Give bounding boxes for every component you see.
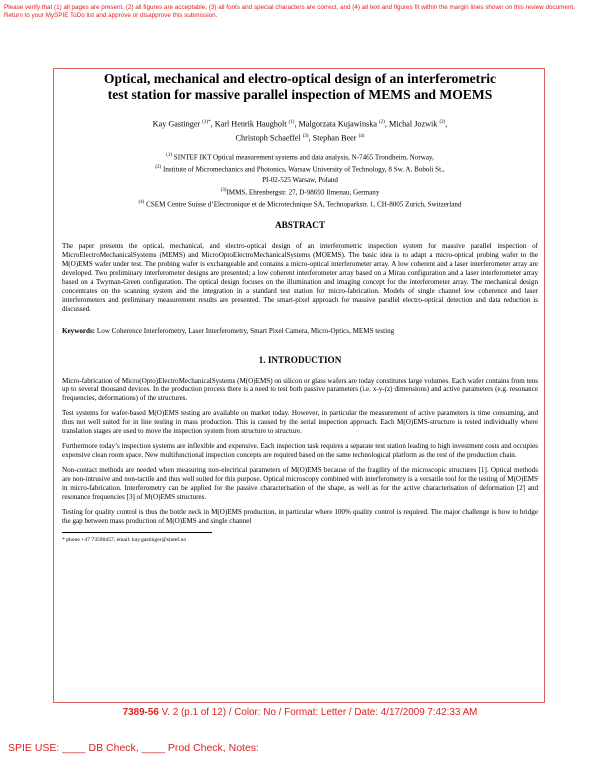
spie-use-line: SPIE USE: ____ DB Check, ____ Prod Check, Notes:	[8, 742, 259, 754]
affiliation-2: $^{(2)}$ Institute of Micromechanics and Photonics, Warsaw University of Technology, 8 Sw. A. Boboli St.,	[155, 165, 445, 174]
author-affiliation-mark: (2)	[439, 120, 446, 125]
submission-info-line	[0, 707, 600, 718]
submission-details: V. 2 (p.1 of 12) / Color: No / Format: Letter / Date: 4/17/2009 7:42:33 AM	[158, 707, 478, 718]
review-notice: Please verify that (1) all pages are present, (2) all figures are acceptable, (3) all fonts and special characters are correct, and (4) all text and figures fit within the margin lines shown on this review document. Return to your MySPIE ToDo list and approve or disapprove this submission.	[4, 4, 575, 19]
author-name: Malgorzata Kujawinska	[298, 119, 380, 129]
keywords-text: Low Coherence Interferometry, Laser Interferometry, Smart Pixel Camera, Micro-Optics, MEMS testing	[95, 326, 395, 335]
author-separator: ,	[384, 119, 389, 129]
author-line-2	[62, 131, 538, 145]
intro-paragraph: Testing for quality control is thus the bottle neck in M(O)EMS production, in particular where 100% quality control is required. The major challenge is how to bridge the gap between mass production of M(O)EMS and single channel	[62, 507, 538, 525]
paper-title	[62, 71, 538, 103]
author-name: Michal Jozwik	[388, 119, 440, 129]
author-separator: ,	[294, 119, 299, 129]
author-separator: ,	[445, 119, 448, 129]
author-name: Kay Gastinger	[152, 119, 203, 129]
affiliation-2-cont: PI-02-525 Warsaw, Poland	[262, 176, 338, 185]
abstract-heading: ABSTRACT	[274, 219, 326, 230]
author-separator: ,	[210, 119, 215, 129]
author-name: Karl Henrik Haugholt	[214, 119, 289, 129]
author-list	[62, 117, 538, 144]
paper-number: 7389-56	[122, 707, 159, 718]
affiliations	[62, 151, 538, 209]
keywords-label: Keywords:	[62, 326, 96, 335]
intro-paragraph: Micro-fabrication of Micro(Opto)ElectroMechanicalSystems (M(O)EMS) on silicon or glass wafers are today constitutes large volumes. Each wafer contains from tens up to several thousand devices. In the production process there is a need to test both passive parameters (i.e. x-y-(z) dimensions) and active parameters (e.g. resonance frequencies, deformations) of the structures.	[62, 376, 538, 403]
author-affiliation-mark: (3)	[302, 133, 309, 139]
intro-paragraph: Furthermore today’s inspection systems are inflexible and expensive. Each inspection task requires a separate test station leading to high investment costs and occupies expensive clean room space. New multifunctional inspection concepts are required based on the same technological platform as the rest of the production chain.	[62, 442, 538, 460]
intro-heading: 1. INTRODUCTION	[258, 354, 342, 365]
author-name: Christoph Schaeffel	[235, 133, 303, 143]
footnote-rule	[62, 532, 212, 533]
author-affiliation-mark: (2)	[379, 120, 385, 125]
abstract-text: The paper presents the optical, mechanical, and electro-optical design of an interferometric inspection system for massive parallel inspection of MicroElectroMechanicalSystems (MEMS) and MicroOptoElectroMechanicalSystems (MOEMS). The basic idea is to adapt a micro-optical probing wafer to the M(O)EMS wafer under test. The probing wafer is exchangeable and contains a micro-optical interferometer array. A low coherent and a laser interferometer array are developed. Two preliminary interferometer designs are presented; a low coherent interferometer array based on a Mirau configuration and a laser interferometer array based on a Twyman-Green configuration. The optical design focuses on the illumination and imaging concept for the interferometer array. The mechanical design concentrates on the scanning system and the integration in a standard test station for micro-fabrication. Models of single channel low coherence and laser interferometers and preliminary measurement results are presented. The smart-pixel approach for massive parallel electro-optical detection and data reduction is discussed.	[62, 241, 538, 313]
affiliation-1: $^{(1)}$ SINTEF IKT Optical measurement systems and data analysis, N-7465 Trondheim, Norway,	[166, 153, 434, 162]
paper-content	[62, 71, 538, 544]
author-affiliation-mark: (4)	[358, 133, 365, 139]
title-line-2: test station for massive parallel inspection of MEMS and MOEMS	[107, 87, 493, 102]
author-affiliation-mark: (1)*	[202, 120, 211, 125]
author-name: Stephan Beer	[312, 133, 359, 143]
affiliation-4: $^{(4)}$ CSEM Centre Suisse d’Electronique et de Microtechnique SA, Technoparkstr. 1, CH-8005 Zurich, Switzerland	[138, 199, 462, 209]
author-separator: ,	[308, 133, 313, 143]
author-affiliation-mark: (1)	[288, 120, 295, 125]
intro-body	[62, 377, 538, 526]
affiliation-3: $^{(3)}$IMMS, Ehrenbergstr. 27, D-98693 Ilmenau, Germany	[220, 187, 380, 197]
author-line-1	[62, 117, 538, 131]
title-line-1: Optical, mechanical and electro-optical design of an interferometric	[103, 71, 497, 86]
intro-paragraph: Test systems for wafer-based M(O)EMS testing are available on market today. However, in particular the measurement of active parameters is time consuming, and thus not well suited for in line testing in mass production. This is caused by the serial inspection approach. Each M(O)EMS-structure is tested individually where translation stages are used to move the inspection system from structure to structure.	[62, 409, 538, 436]
keywords	[62, 327, 538, 336]
intro-paragraph: Non-contact methods are needed when measuring non-electrical parameters of M(O)EMS because of the fragility of the microscopic structures [1]. Optical methods are non-intrusive and non-tactile and thus well suited for this purpose. Optical microscopy combined with interferometry is a versatile tool for the testing of M(O)EMS in micro-fabrication. Interferometry can be applied for the passive characterisation of the shape, as well as for the active characterisation of deformation [2] and resonance frequencies [3] of M(O)EMS structures.	[62, 466, 538, 501]
footnote: * phone +47 73590457, email: kay.gastinger@sintef.no	[62, 536, 187, 543]
